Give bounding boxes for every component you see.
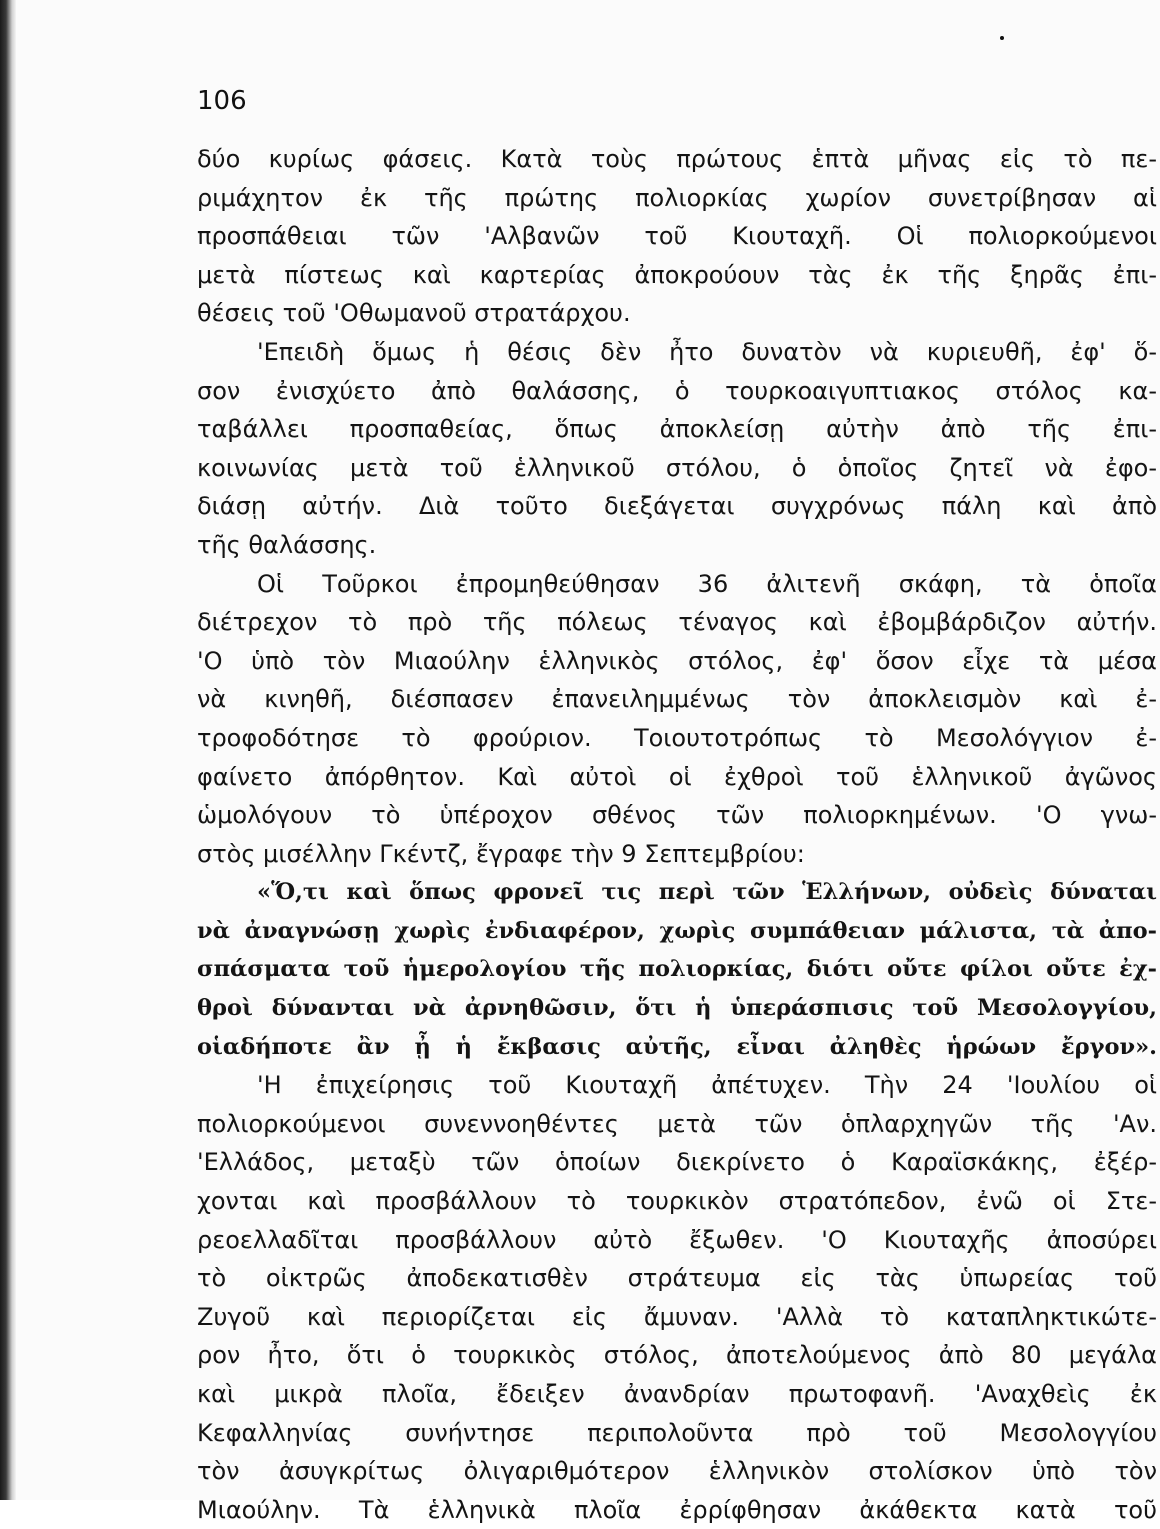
text-line: Μιαούλην. Τὰ ἑλληνικὰ πλοῖα ἐρρίφθησαν ἀκάθεκτα κατὰ τοῦ (197, 1495, 1157, 1524)
text-line: 'Ο ὑπὸ τὸν Μιαούλην ἑλληνικὸς στόλος, ἐφ' ὅσον εἶχε τὰ μέσα (197, 646, 1157, 675)
text-line: καὶ μικρὰ πλοῖα, ἔδειξεν ἀνανδρίαν πρωτοφανῆ. 'Αναχθεὶς ἐκ (197, 1380, 1157, 1408)
text-line: οἱαδήποτε ἂν ᾖ ἡ ἔκβασις αὐτῆς, εἶναι ἀληθὲς ἡρώων ἔργον». (197, 1033, 1157, 1060)
text-line: στὸς μισέλλην Γκέντζ, ἔγραφε τὴν 9 Σεπτεμβρίου: (197, 839, 805, 868)
text-line: σπάσματα τοῦ ἡμερολογίου τῆς πολιορκίας, διότι οὔτε φίλοι οὔτε ἐχ- (197, 956, 1157, 983)
text-line: τῆς θαλάσσης. (197, 530, 377, 559)
text-line: ριμάχητον ἐκ τῆς πρώτης πολιορκίας χωρίον συνετρίβησαν αἱ (197, 183, 1157, 212)
text-line: τὸ οἰκτρῶς ἀποδεκατισθὲν στράτευμα εἰς τὰς ὑπωρείας τοῦ (197, 1264, 1157, 1293)
text-line: σον ἐνισχύετο ἀπὸ θαλάσσης, ὁ τουρκοαιγυπτιακος στόλος κα- (197, 376, 1157, 405)
page-number: 106 (197, 86, 247, 116)
text-line: τροφοδότησε τὸ φρούριον. Τοιουτοτρόπως τὸ Μεσολόγγιον ἐ- (197, 723, 1157, 752)
page-binding-edge (0, 0, 16, 1500)
text-line: προσπάθειαι τῶν 'Αλβανῶν τοῦ Κιουταχῆ. Οἱ πολιορκούμενοι (197, 222, 1157, 251)
scan-speck (1000, 36, 1004, 40)
text-line: διέτρεχον τὸ πρὸ τῆς πόλεως τέναγος καὶ ἐβομβάρδιζον αὐτήν. (197, 608, 1157, 637)
text-line: φαίνετο ἀπόρθητον. Καὶ αὐτοὶ οἱ ἐχθροὶ τοῦ ἑλληνικοῦ ἀγῶνος (197, 762, 1157, 791)
body-text (197, 140, 1157, 1529)
text-line: Κεφαλληνίας συνήντησε περιπολοῦντα πρὸ τοῦ Μεσολογγίου (197, 1418, 1157, 1447)
text-line: διάσῃ αὐτήν. Διὰ τοῦτο διεξάγεται συγχρόνως πάλη καὶ ἀπὸ (197, 492, 1157, 521)
text-line: νὰ κινηθῆ, διέσπασεν ἐπανειλημμένως τὸν ἀποκλεισμὸν καὶ ἐ- (197, 685, 1157, 714)
text-line: Οἱ Τοῦρκοι ἐπρομηθεύθησαν 36 ἀλιτενῆ σκάφη, τὰ ὁποῖα (257, 569, 1157, 598)
text-line: τὸν ἀσυγκρίτως ὀλιγαριθμότερον ἑλληνικὸν στολίσκον ὑπὸ τὸν (197, 1457, 1157, 1486)
text-line: θέσεις τοῦ 'Οθωμανοῦ στρατάρχου. (197, 299, 631, 328)
text-line: ρον ἦτο, ὅτι ὁ τουρκικὸς στόλος, ἀποτελούμενος ἀπὸ 80 μεγάλα (197, 1341, 1157, 1370)
text-line: ὡμολόγουν τὸ ὑπέροχον σθένος τῶν πολιορκημένων. 'Ο γνω- (197, 801, 1157, 830)
text-line: δύο κυρίως φάσεις. Κατὰ τοὺς πρώτους ἑπτὰ μῆνας εἰς τὸ πε- (197, 145, 1157, 173)
text-line: 'Η ἐπιχείρησις τοῦ Κιουταχῆ ἀπέτυχεν. Τὴν 24 'Ιουλίου οἱ (257, 1071, 1157, 1100)
text-line: μετὰ πίστεως καὶ καρτερίας ἀποκρούουν τὰς ἐκ τῆς ξηρᾶς ἐπι- (197, 260, 1157, 289)
text-line: ρεοελλαδῖται προσβάλλουν αὐτὸ ἔξωθεν. 'Ο Κιουταχῆς ἀποσύρει (197, 1225, 1157, 1254)
text-line: Ζυγοῦ καὶ περιορίζεται εἰς ἄμυναν. 'Αλλὰ τὸ καταπληκτικώτε- (197, 1302, 1157, 1331)
text-line: νὰ ἀναγνώσῃ χωρὶς ἐνδιαφέρον, χωρὶς συμπάθειαν μάλιστα, τὰ ἀπο- (197, 917, 1157, 944)
text-line: «Ὅ,τι καὶ ὅπως φρονεῖ τις περὶ τῶν Ἑλλήνων, οὐδεὶς δύναται (257, 879, 1157, 906)
text-line: ταβάλλει προσπαθείας, ὅπως ἀποκλείσῃ αὐτὴν ἀπὸ τῆς ἐπι- (197, 415, 1157, 444)
text-line: θροὶ δύνανται νὰ ἀρνηθῶσιν, ὅτι ἡ ὑπεράσπισις τοῦ Μεσολογγίου, (197, 995, 1157, 1022)
text-line: χονται καὶ προσβάλλουν τὸ τουρκικὸν στρατόπεδον, ἐνῶ οἱ Στε- (197, 1187, 1157, 1216)
text-line: κοινωνίας μετὰ τοῦ ἑλληνικοῦ στόλου, ὁ ὁποῖος ζητεῖ νὰ ἐφο- (197, 453, 1157, 482)
text-line: 'Ελλάδος, μεταξὺ τῶν ὁποίων διεκρίνετο ὁ Καραϊσκάκης, ἐξέρ- (197, 1148, 1157, 1177)
text-line: πολιορκούμενοι συνεννοηθέντες μετὰ τῶν ὁπλαρχηγῶν τῆς 'Αν. (197, 1109, 1157, 1138)
text-line: 'Επειδὴ ὅμως ἡ θέσις δὲν ἦτο δυνατὸν νὰ κυριευθῆ, ἐφ' ὅ- (257, 337, 1157, 366)
